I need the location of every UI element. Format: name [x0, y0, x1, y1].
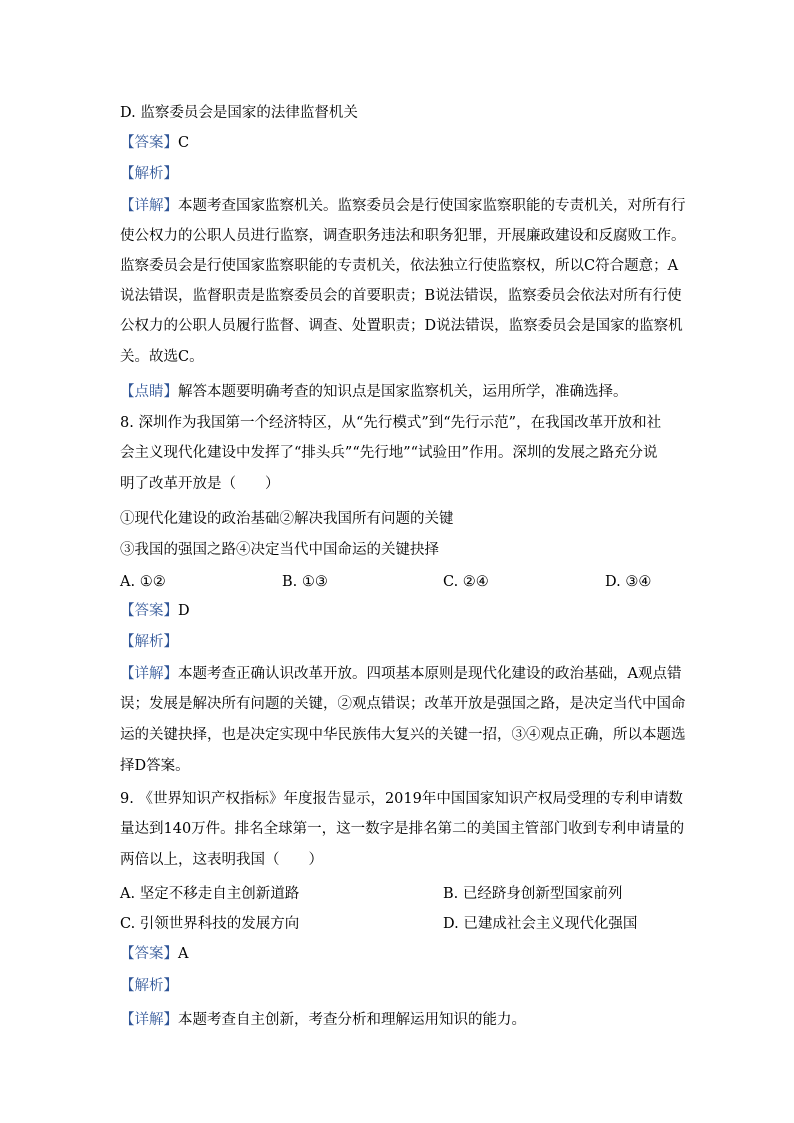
q9-answer-line	[120, 944, 188, 964]
q9-option-c: C. 引领世界科技的发展方向	[120, 916, 300, 932]
q7-analysis-tag: 【解析】	[120, 166, 178, 182]
q7-detail-text-1: 本题考查国家监察机关。监察委员会是行使国家监察职能的专责机关，对所有行	[178, 198, 686, 214]
q8-detail-line-1	[120, 664, 681, 684]
q8-option-b: B. ①③	[282, 574, 328, 590]
q8-detail-line-4: 择D答案。	[120, 758, 190, 774]
q8-option-c: C. ②④	[443, 574, 489, 590]
q8-analysis-tag: 【解析】	[120, 634, 178, 650]
q8-detail-text-1: 本题考查正确认识改革开放。四项基本原则是现代化建设的政治基础，A观点错	[178, 666, 682, 682]
q9-stem-line-3: 两倍以上，这表明我国（ ）	[120, 852, 323, 868]
q9-option-a: A. 坚定不移走自主创新道路	[120, 886, 300, 902]
q8-stem-line-3: 明了改革开放是（ ）	[120, 476, 280, 492]
q7-answer-line	[120, 133, 189, 153]
q9-option-d: D. 已建成社会主义现代化强国	[443, 916, 638, 932]
q7-answer: C	[178, 135, 190, 151]
q9-detail-text: 本题考查自主创新，考查分析和理解运用知识的能力。	[178, 1012, 526, 1028]
q8-detail-line-3: 运的关键抉择，也是决定实现中华民族伟大复兴的关键一招，③④观点正确，所以本题选	[120, 727, 686, 743]
q8-answer-line	[120, 601, 190, 621]
q8-answer: D	[178, 603, 190, 619]
q7-detail-line-6: 关。故选C。	[120, 349, 204, 365]
q7-option-d: D. 监察委员会是国家的法律监督机关	[120, 105, 358, 121]
q9-detail-line-1	[120, 1010, 526, 1030]
q8-stem-line-2: 会主义现代化建设中发挥了“排头兵”“先行地”“试验田”作用。深圳的发展之路充分说	[120, 445, 658, 461]
q9-answer: A	[178, 946, 189, 962]
q8-stem-line-1: 8. 深圳作为我国第一个经济特区，从“先行模式”到“先行示范”，在我国改革开放和社	[120, 415, 662, 431]
detail-tag: 【详解】	[120, 1012, 178, 1028]
q7-detail-line-1	[120, 196, 686, 216]
q7-detail-line-5: 公权力的公职人员履行监督、调查、处置职责；D说法错误，监察委员会是国家的监察机	[120, 318, 683, 334]
comment-tag: 【点睛】	[120, 384, 178, 400]
q9-analysis-tag: 【解析】	[120, 978, 178, 994]
answer-tag: 【答案】	[120, 603, 178, 619]
detail-tag: 【详解】	[120, 666, 178, 682]
q9-option-b: B. 已经跻身创新型国家前列	[443, 886, 623, 902]
q8-option-d: D. ③④	[605, 574, 652, 590]
q9-stem-line-1: 9. 《世界知识产权指标》年度报告显示，2019年中国国家知识产权局受理的专利申请数	[120, 791, 683, 807]
q7-detail-line-2: 使公权力的公职人员进行监察，调查职务违法和职务犯罪，开展廉政建设和反腐败工作。	[120, 228, 686, 244]
q8-detail-line-2: 误；发展是解决所有问题的关键，②观点错误；改革开放是强国之路，是决定当代中国命	[120, 696, 686, 712]
q7-detail-line-4: 说法错误，监督职责是监察委员会的首要职责；B说法错误，监察委员会依法对所有行使	[120, 288, 682, 304]
q7-comment-text: 解答本题要明确考查的知识点是国家监察机关，运用所学，准确选择。	[178, 384, 628, 400]
detail-tag: 【详解】	[120, 198, 178, 214]
q9-stem-line-2: 量达到140万件。排名全球第一，这一数字是排名第二的美国主管部门收到专利申请量的	[120, 821, 685, 837]
q8-option-a: A. ①②	[120, 574, 166, 590]
answer-tag: 【答案】	[120, 946, 178, 962]
q7-detail-line-3: 监察委员会是行使国家监察职能的专责机关，依法独立行使监察权，所以C符合题意；A	[120, 258, 679, 274]
q8-item-line-2: ③我国的强国之路④决定当代中国命运的关键抉择	[120, 542, 439, 558]
q8-item-line-1: ①现代化建设的政治基础②解决我国所有问题的关键	[120, 511, 454, 527]
q7-comment-line	[120, 382, 628, 402]
answer-tag: 【答案】	[120, 135, 178, 151]
